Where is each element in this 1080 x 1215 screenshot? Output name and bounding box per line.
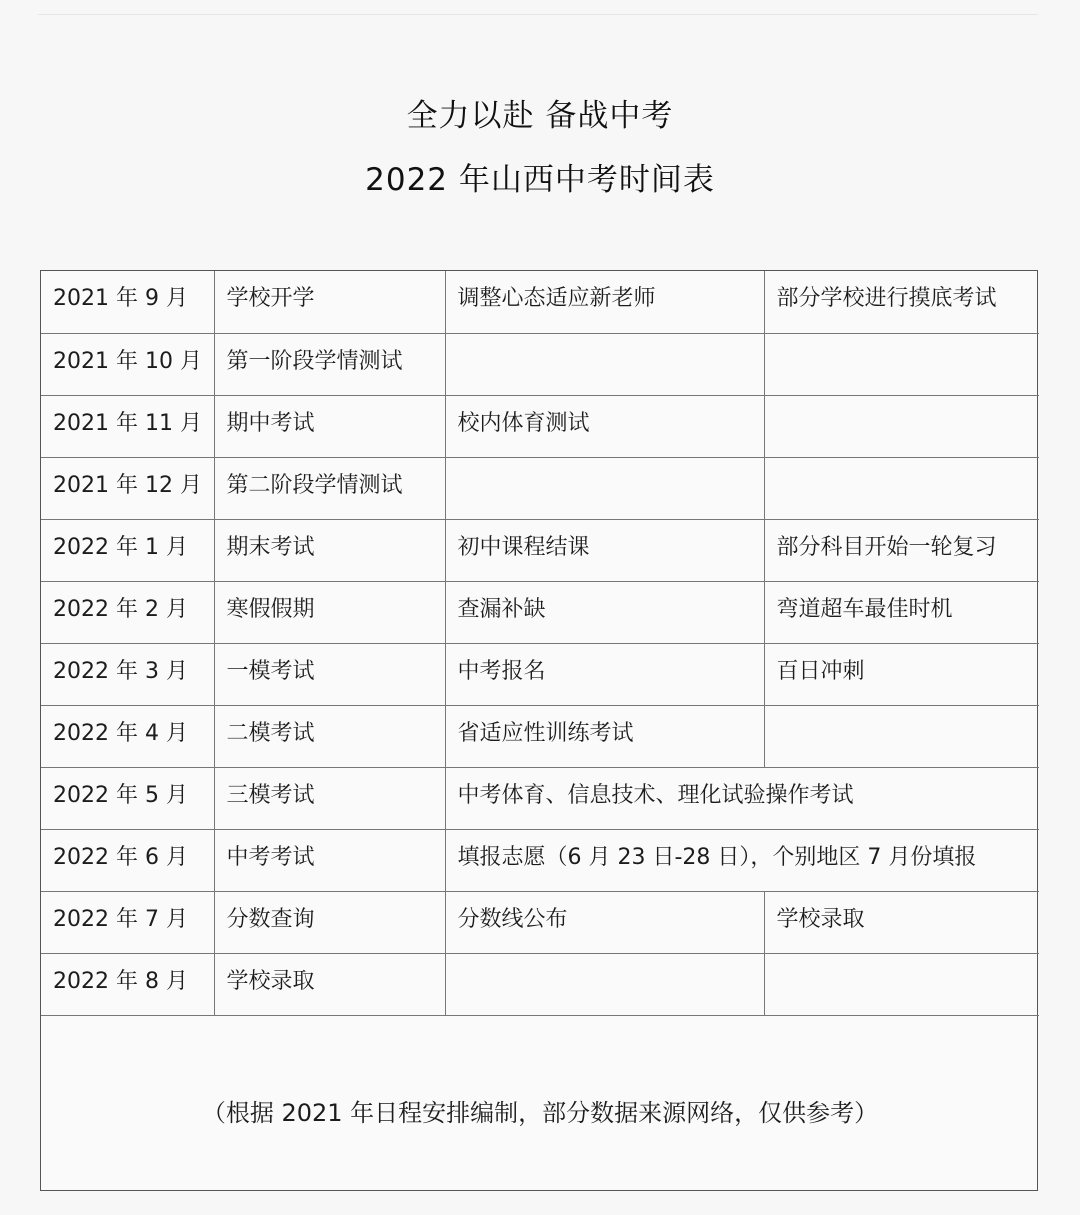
- page-subtitle: 2022 年山西中考时间表: [365, 162, 715, 198]
- month-cell: 2022 年 2 月: [41, 581, 214, 643]
- event-cell: 第一阶段学情测试: [214, 333, 445, 395]
- event-cell: 学校开学: [214, 271, 445, 333]
- event-cell: 调整心态适应新老师: [445, 271, 764, 333]
- table-row: [41, 891, 1039, 953]
- table-row: [41, 457, 1039, 519]
- table-row: [41, 643, 1039, 705]
- month-cell: 2021 年 12 月: [41, 457, 214, 519]
- event-cell: 学校录取: [764, 891, 1039, 953]
- table-row: [41, 519, 1039, 581]
- table-row: [41, 829, 1039, 891]
- event-cell: [445, 953, 764, 1015]
- event-cell: 百日冲刺: [764, 643, 1039, 705]
- event-cell: 二模考试: [214, 705, 445, 767]
- event-cell: 期中考试: [214, 395, 445, 457]
- event-cell: 弯道超车最佳时机: [764, 581, 1039, 643]
- month-cell: 2022 年 1 月: [41, 519, 214, 581]
- schedule-table-frame: [40, 270, 1038, 1191]
- table-row: [41, 333, 1039, 395]
- table-row: [41, 767, 1039, 829]
- table-row: [41, 271, 1039, 333]
- event-cell: 学校录取: [214, 953, 445, 1015]
- event-cell: 查漏补缺: [445, 581, 764, 643]
- event-cell: 分数线公布: [445, 891, 764, 953]
- event-cell: 填报志愿（6 月 23 日-28 日），个别地区 7 月份填报: [445, 829, 1039, 891]
- event-cell: [764, 457, 1039, 519]
- table-row: [41, 953, 1039, 1015]
- month-cell: 2021 年 10 月: [41, 333, 214, 395]
- page-title: 全力以赴 备战中考: [406, 98, 674, 134]
- event-cell: 省适应性训练考试: [445, 705, 764, 767]
- event-cell: [764, 705, 1039, 767]
- event-cell: 部分科目开始一轮复习: [764, 519, 1039, 581]
- event-cell: [764, 333, 1039, 395]
- event-cell: [445, 457, 764, 519]
- table-row: [41, 581, 1039, 643]
- event-cell: 期末考试: [214, 519, 445, 581]
- footnote: （根据 2021 年日程安排编制，部分数据来源网络，仅供参考）: [201, 1099, 879, 1127]
- schedule-table: [41, 271, 1039, 1016]
- table-row: [41, 705, 1039, 767]
- month-cell: 2022 年 6 月: [41, 829, 214, 891]
- month-cell: 2022 年 3 月: [41, 643, 214, 705]
- event-cell: 一模考试: [214, 643, 445, 705]
- month-cell: 2021 年 11 月: [41, 395, 214, 457]
- top-divider: [38, 14, 1038, 15]
- event-cell: [764, 953, 1039, 1015]
- event-cell: 第二阶段学情测试: [214, 457, 445, 519]
- month-cell: 2022 年 5 月: [41, 767, 214, 829]
- event-cell: 校内体育测试: [445, 395, 764, 457]
- event-cell: 中考考试: [214, 829, 445, 891]
- event-cell: 中考报名: [445, 643, 764, 705]
- month-cell: 2022 年 8 月: [41, 953, 214, 1015]
- month-cell: 2022 年 4 月: [41, 705, 214, 767]
- month-cell: 2021 年 9 月: [41, 271, 214, 333]
- event-cell: [764, 395, 1039, 457]
- event-cell: 三模考试: [214, 767, 445, 829]
- event-cell: 初中课程结课: [445, 519, 764, 581]
- event-cell: 部分学校进行摸底考试: [764, 271, 1039, 333]
- table-row: [41, 395, 1039, 457]
- event-cell: 中考体育、信息技术、理化试验操作考试: [445, 767, 1039, 829]
- event-cell: 分数查询: [214, 891, 445, 953]
- event-cell: 寒假假期: [214, 581, 445, 643]
- event-cell: [445, 333, 764, 395]
- month-cell: 2022 年 7 月: [41, 891, 214, 953]
- schedule-table-body: [41, 271, 1039, 1015]
